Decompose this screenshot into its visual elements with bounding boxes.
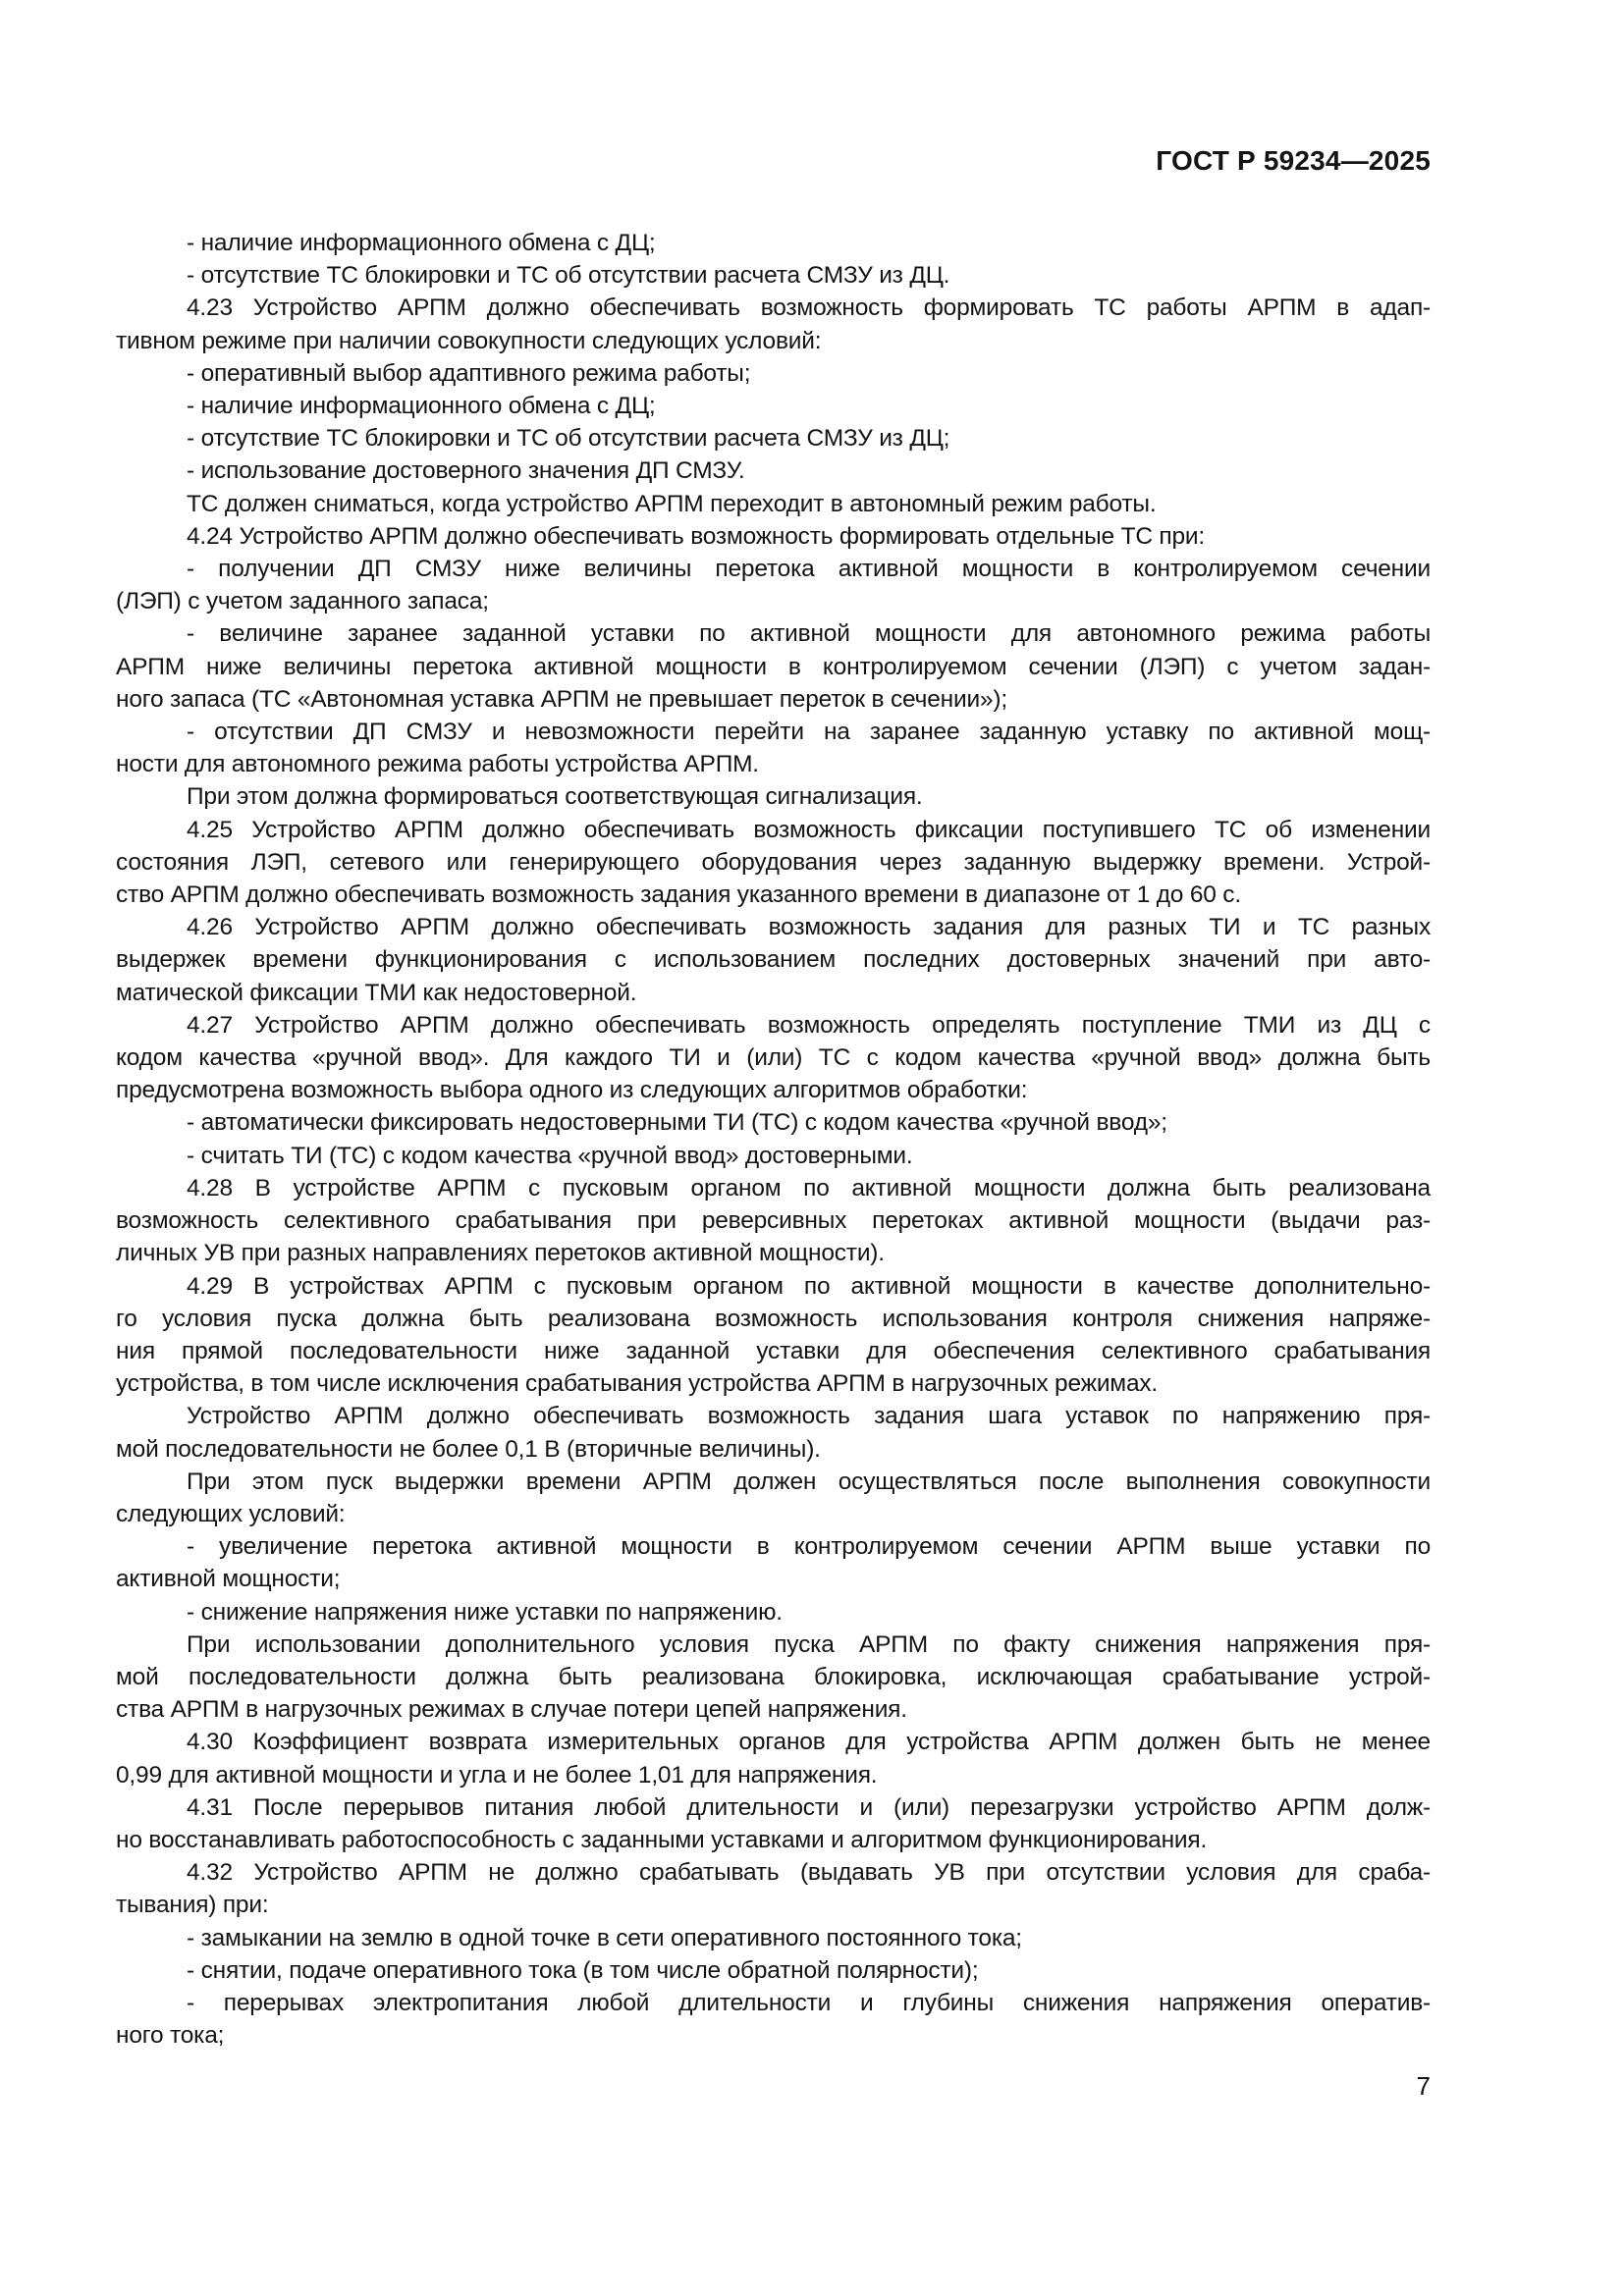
paragraph — [116, 1726, 1431, 1790]
text-line: 4.25 Устройство АРПМ должно обеспечивать возможность фиксации поступившего ТС об изменении — [187, 816, 1431, 843]
text-line: - автоматически фиксировать недостоверными ТИ (ТС) с кодом качества «ручной ввод»; — [187, 1109, 1167, 1137]
paragraph — [116, 617, 1431, 716]
text-line: ного запаса (ТС «Автономная уставка АРПМ не превышает переток в сечении»); — [116, 685, 1007, 713]
text-line: ство АРПМ должно обеспечивать возможность задания указанного времени в диапазоне от 1 до 60 с. — [116, 881, 1241, 909]
text-line: устройства, в том числе исключения срабатывания устройства АРПМ в нагрузочных режимах. — [116, 1370, 1159, 1398]
text-line: го условия пуска должна быть реализована возможность использования контроля снижения напряже- — [116, 1305, 1431, 1332]
text-line: матической фиксации ТМИ как недостоверной. — [116, 979, 637, 1006]
paragraph — [116, 520, 1431, 553]
text-line: ТС должен сниматься, когда устройство АРПМ переходит в автономный режим работы. — [187, 490, 1157, 517]
text-line: личных УВ при разных направлениях перетоков активной мощности). — [116, 1240, 885, 1267]
text-line: - снижение напряжения ниже уставки по напряжению. — [187, 1598, 783, 1626]
text-line: ности для автономного режима работы устройства АРПМ. — [116, 751, 759, 778]
paragraph — [116, 227, 1431, 259]
text-line: При этом пуск выдержки времени АРПМ должен осуществляться после выполнения совокупности — [187, 1468, 1431, 1495]
text-line: 4.32 Устройство АРПМ не должно срабатывать (выдавать УВ при отсутствии условия для сраба- — [187, 1859, 1431, 1887]
text-line: 4.23 Устройство АРПМ должно обеспечивать возможность формировать ТС работы АРПМ в адап- — [187, 294, 1431, 322]
paragraph — [116, 1856, 1431, 1921]
text-line: - отсутствие ТС блокировки и ТС об отсутствии расчета СМЗУ из ДЦ. — [187, 262, 950, 290]
text-line: 4.31 После перерывов питания любой длительности и (или) перезагрузки устройство АРПМ долж- — [187, 1793, 1431, 1821]
paragraph — [116, 1172, 1431, 1270]
text-line: - перерывах электропитания любой длительности и глубины снижения напряжения оператив- — [187, 1989, 1431, 2016]
text-line: - замыкании на землю в одной точке в сети оперативного постоянного тока; — [187, 1924, 1022, 1951]
text-line: (ЛЭП) с учетом заданного запаса; — [116, 588, 489, 615]
text-line: тывания) при: — [116, 1892, 269, 1919]
text-line: При использовании дополнительного условия пуска АРПМ по факту снижения напряжения пря- — [187, 1630, 1431, 1658]
text-line: 4.24 Устройство АРПМ должно обеспечивать возможность формировать отдельные ТС при: — [187, 522, 1206, 550]
text-line: - наличие информационного обмена с ДЦ; — [187, 230, 656, 256]
text-line: - величине заранее заданной уставки по активной мощности для автономного режима работы — [187, 620, 1431, 648]
text-line: - использование достоверного значения ДП СМЗУ. — [187, 457, 745, 485]
paragraph — [116, 1922, 1431, 1954]
paragraph — [116, 1791, 1431, 1856]
text-line: - получении ДП СМЗУ ниже величины перетока активной мощности в контролируемом сечении — [187, 556, 1431, 583]
text-line: - снятии, подаче оперативного тока (в том числе обратной полярности); — [187, 1956, 979, 1984]
text-line: ства АРПМ в нагрузочных режимах в случае потери цепей напряжения. — [116, 1696, 907, 1724]
text-line: состояния ЛЭП, сетевого или генерирующего оборудования через заданную выдержку времени. Устрой- — [116, 848, 1431, 876]
paragraph — [116, 422, 1431, 454]
text-line: 4.27 Устройство АРПМ должно обеспечивать возможность определять поступление ТМИ из ДЦ с — [187, 1011, 1431, 1039]
text-line: - считать ТИ (ТС) с кодом качества «ручной ввод» достоверными. — [187, 1142, 913, 1169]
paragraph — [116, 1530, 1431, 1595]
paragraph — [116, 259, 1431, 292]
paragraph — [116, 1987, 1431, 2052]
paragraph — [116, 1106, 1431, 1139]
paragraph — [116, 1400, 1431, 1465]
text-line: - отсутствии ДП СМЗУ и невозможности перейти на заранее заданную уставку по активной мощ- — [187, 719, 1431, 746]
paragraph — [116, 292, 1431, 356]
text-line: мой последовательности должна быть реализована блокировка, исключающая срабатывание устрой- — [116, 1663, 1431, 1690]
text-line: 4.28 В устройстве АРПМ с пусковым органом по активной мощности должна быть реализована — [187, 1174, 1431, 1201]
paragraph — [116, 1954, 1431, 1987]
text-line: мой последовательности не более 0,1 В (вторичные величины). — [116, 1435, 821, 1463]
text-line: Устройство АРПМ должно обеспечивать возможность задания шага уставок по напряжению пря- — [187, 1403, 1431, 1430]
paragraph — [116, 1629, 1431, 1727]
paragraph — [116, 911, 1431, 1009]
paragraph — [116, 1009, 1431, 1107]
page-number: 7 — [1416, 2071, 1431, 2101]
paragraph — [116, 1270, 1431, 1401]
document-header-designation: ГОСТ Р 59234—2025 — [1156, 145, 1431, 176]
text-line: кодом качества «ручной ввод». Для каждого ТИ и (или) ТС с кодом качества «ручной ввод» должна быть — [116, 1044, 1431, 1072]
text-line: - оперативный выбор адаптивного режима работы; — [187, 359, 751, 387]
paragraph — [116, 488, 1431, 520]
text-line: следующих условий: — [116, 1500, 346, 1527]
text-line: АРПМ ниже величины перетока активной мощности в контролируемом сечении (ЛЭП) с учетом задан- — [116, 653, 1431, 680]
text-line: выдержек времени функционирования с использованием последних достоверных значений при авто- — [116, 946, 1431, 974]
text-line: но восстанавливать работоспособность с заданными уставками и алгоритмом функционирования. — [116, 1826, 1208, 1853]
paragraph — [116, 1466, 1431, 1530]
text-line: При этом должна формироваться соответствующая сигнализация. — [187, 783, 923, 811]
text-line: активной мощности; — [116, 1566, 341, 1593]
text-line: 4.26 Устройство АРПМ должно обеспечивать возможность задания для разных ТИ и ТС разных — [187, 914, 1431, 941]
paragraph — [116, 357, 1431, 390]
text-line: 4.29 В устройствах АРПМ с пусковым органом по активной мощности в качестве дополнительно- — [187, 1272, 1431, 1300]
paragraph — [116, 390, 1431, 422]
text-line: ния прямой последовательности ниже заданной уставки для обеспечения селективного срабатывания — [116, 1337, 1431, 1364]
text-line: - наличие информационного обмена с ДЦ; — [187, 393, 656, 420]
text-line: - отсутствие ТС блокировки и ТС об отсутствии расчета СМЗУ из ДЦ; — [187, 425, 950, 453]
document-body — [116, 227, 1431, 2052]
text-line: - увеличение перетока активной мощности в контролируемом сечении АРПМ выше уставки по — [187, 1533, 1431, 1561]
text-line: ного тока; — [116, 2022, 225, 2050]
paragraph — [116, 553, 1431, 617]
text-line: возможность селективного срабатывания при реверсивных перетоках активной мощности (выдачи раз- — [116, 1207, 1431, 1235]
paragraph — [116, 716, 1431, 780]
text-line: 0,99 для активной мощности и угла и не более 1,01 для напряжения. — [116, 1761, 878, 1789]
paragraph — [116, 814, 1431, 912]
text-line: тивном режиме при наличии совокупности следующих условий: — [116, 327, 822, 354]
paragraph — [116, 780, 1431, 813]
paragraph — [116, 454, 1431, 487]
paragraph — [116, 1596, 1431, 1629]
text-line: предусмотрена возможность выбора одного из следующих алгоритмов обработки: — [116, 1077, 1028, 1104]
paragraph — [116, 1140, 1431, 1172]
text-line: 4.30 Коэффициент возврата измерительных органов для устройства АРПМ должен быть не менее — [187, 1729, 1431, 1756]
